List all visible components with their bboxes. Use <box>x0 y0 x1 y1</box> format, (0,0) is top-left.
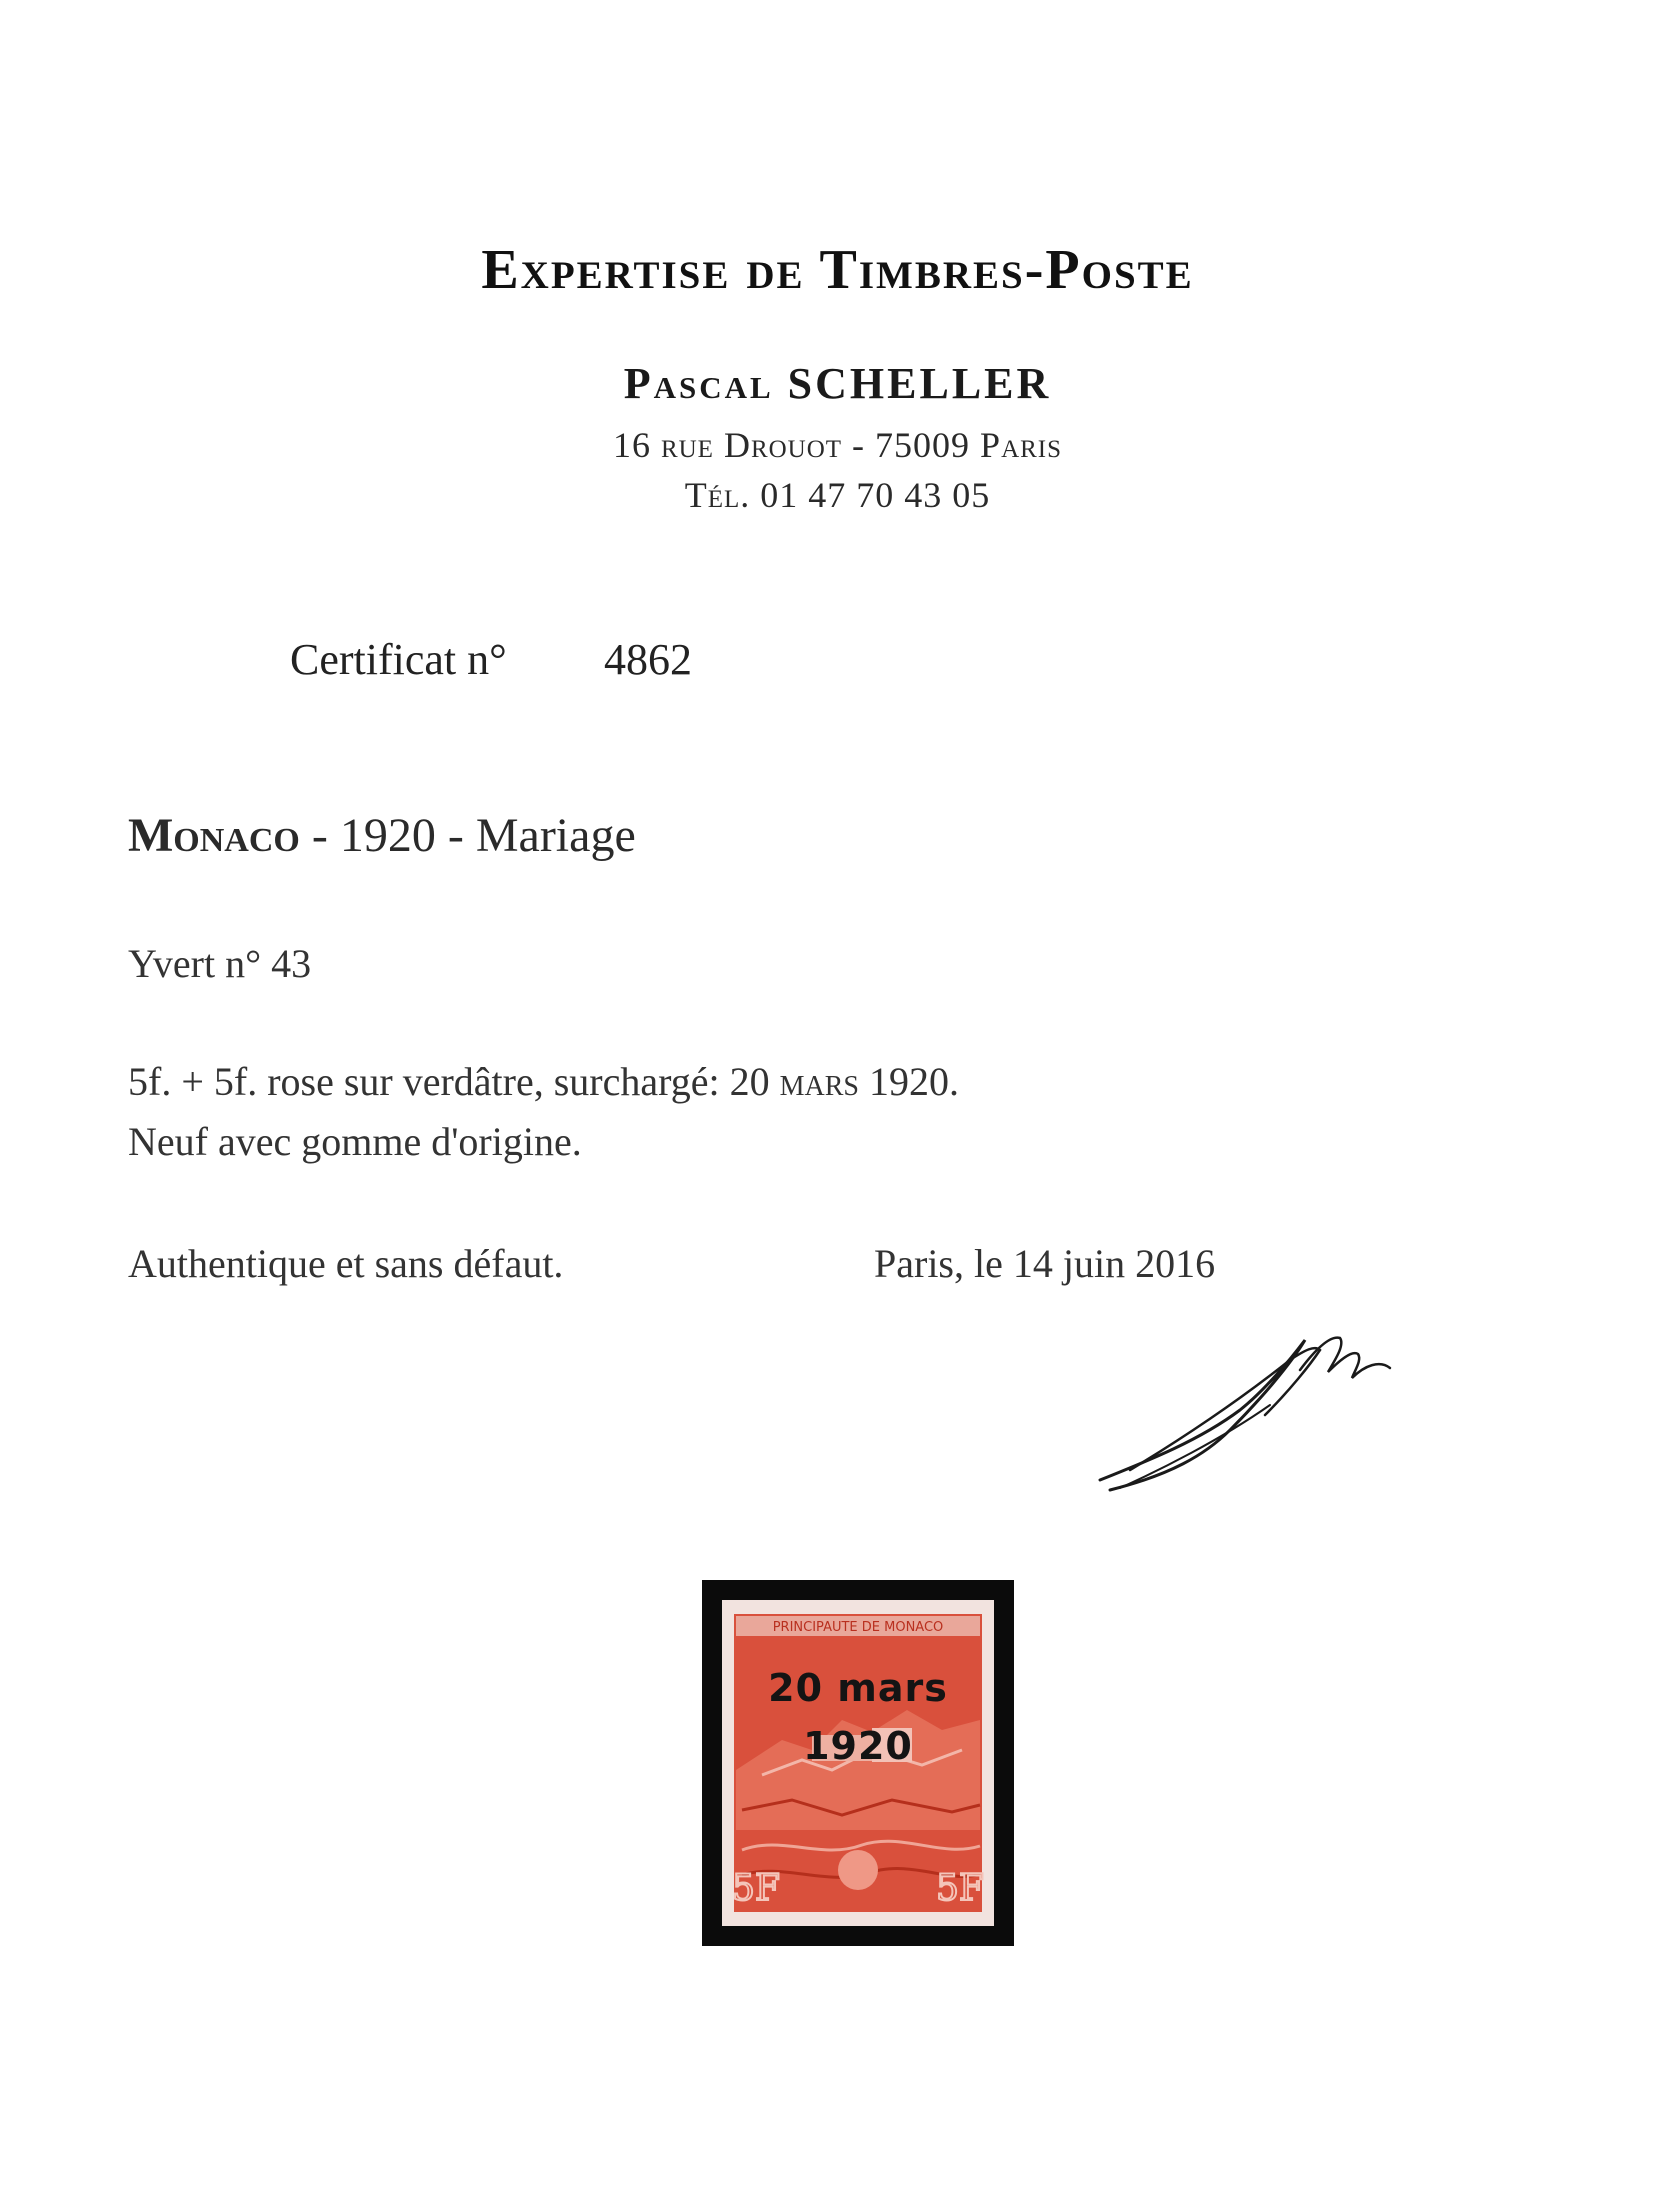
expert-first-name: Pascal <box>623 359 774 408</box>
stamp-country: Monaco <box>128 809 300 862</box>
stamp-top-label: PRINCIPAUTE DE MONACO <box>772 1620 944 1635</box>
stamp-condition: Neuf avec gomme d'origine. <box>128 1119 582 1164</box>
stamp-overprint-line1: 20 mars <box>768 1666 948 1710</box>
document-title: Expertise de Timbres-Poste <box>481 239 1194 301</box>
stamp-overprint-line2: 1920 <box>803 1724 913 1768</box>
stamp-title <box>128 808 636 863</box>
stamp-description <box>128 1058 959 1105</box>
expert-phone: Tél. 01 47 70 43 05 <box>684 475 991 515</box>
expert-name <box>0 358 1675 409</box>
stamp-image <box>722 1600 994 1926</box>
certificate-number: 4862 <box>604 635 692 684</box>
stamp-title-rest: - 1920 - Mariage <box>299 809 636 862</box>
description-part1: 5f. + 5f. rose sur verdâtre, surchargé: 20 <box>128 1059 780 1104</box>
expert-address: 16 rue Drouot - 75009 Paris <box>612 425 1063 465</box>
expert-verdict: Authentique et sans défaut. <box>128 1241 564 1286</box>
certificate-label: Certificat n° <box>290 635 507 684</box>
handwritten-signature <box>1090 1320 1420 1500</box>
expert-last-name: SCHELLER <box>787 359 1052 408</box>
description-month: mars <box>779 1059 859 1104</box>
stamp-value-left: 5F <box>732 1868 780 1909</box>
stamp-photo-frame <box>702 1580 1014 1946</box>
catalog-number: Yvert n° 43 <box>128 941 312 986</box>
stamp-value-right: 5F <box>936 1868 984 1909</box>
description-part2: 1920. <box>858 1059 959 1104</box>
place-and-date: Paris, le 14 juin 2016 <box>874 1241 1216 1286</box>
